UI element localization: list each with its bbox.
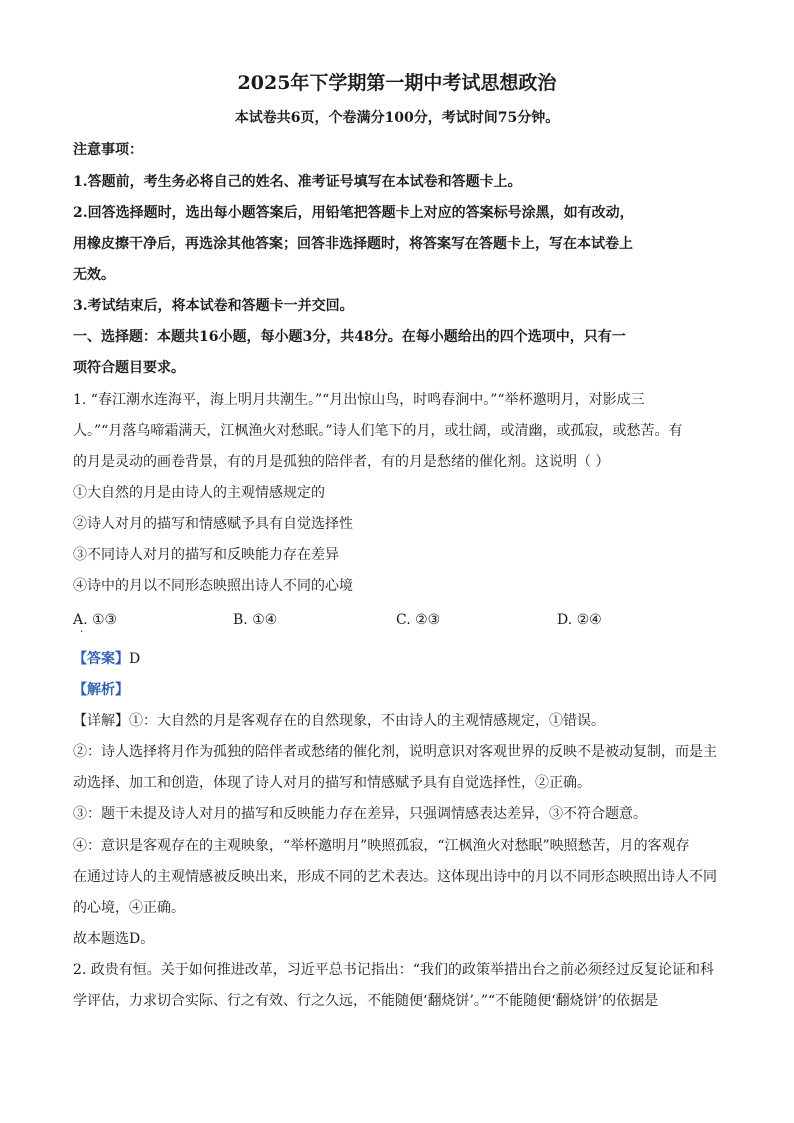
answer-line: 【答案】D — [73, 651, 141, 667]
notice-heading: 注意事项： — [73, 142, 143, 158]
analysis-line: 的心境，④正确。 — [73, 900, 185, 916]
question-2-stem: 2. 政贵有恒。关于如何推进改革，习近平总书记指出：“我们的政策举措出台之前必须经过反复论证和科 — [73, 962, 714, 978]
conclusion-line: 故本题选D。 — [73, 931, 155, 947]
page-subtitle: 本试卷共6页，个卷满分100分，考试时间75分钟。 — [234, 110, 560, 126]
analysis-line: ②：诗人选择将月作为孤独的陪伴者或愁绪的催化剂，说明意识对客观世界的反映不是被动复制，而是主 — [73, 744, 717, 760]
statement-item: ④诗中的月以不同形态映照出诗人不同的心境 — [73, 578, 353, 594]
question-1-stem: 1. “春江潮水连海平，海上明月共潮生。”“月出惊山鸟，时鸣春涧中。”“举杯邀明月，对影成三 — [73, 392, 645, 408]
notice-line: 用橡皮擦干净后，再选涂其他答案；回答非选择题时，将答案写在答题卡上，写在本试卷上 — [73, 236, 633, 252]
analysis-line: 【详解】①：大自然的月是客观存在的自然现象，不由诗人的主观情感规定，①错误。 — [73, 713, 605, 729]
notice-line: 1.答题前，考生务必将自己的姓名、准考证号填写在本试卷和答题卡上。 — [73, 174, 522, 190]
detail-tag: 详解 — [87, 713, 115, 729]
notice-line: 2.回答选择题时，选出每小题答案后，用铅笔把答题卡上对应的答案标号涂黑，如有改动， — [73, 205, 634, 221]
option-b: B. ①④ — [233, 612, 278, 628]
question-1-stem: 人。”“月落乌啼霜满天，江枫渔火对愁眠。”诗人们笔下的月，或壮阔，或清幽，或孤寂，或愁苦。有 — [73, 423, 683, 439]
analysis-line: 动选择、加工和创造，体现了诗人对月的描写和情感赋予具有自觉选择性，②正确。 — [73, 775, 591, 791]
stray-dot: · — [80, 627, 84, 638]
question-1-stem: 的月是灵动的画卷背景，有的月是孤独的陪伴者，有的月是愁绪的催化剂。这说明（ ） — [73, 454, 610, 470]
analysis-line: ④：意识是客观存在的主观映象，“举杯邀明月”映照孤寂，“江枫渔火对愁眠”映照愁苦，月的客观存 — [73, 838, 690, 854]
answer-value: D — [129, 651, 141, 667]
page-title: 2025年下学期第一期中考试思想政治 — [237, 72, 557, 94]
option-c: C. ②③ — [396, 612, 441, 628]
answer-tag: 答案 — [87, 651, 115, 667]
statement-item: ③不同诗人对月的描写和反映能力存在差异 — [73, 547, 339, 563]
analysis-tag: 解析 — [87, 682, 115, 698]
statement-item: ②诗人对月的描写和情感赋予具有自觉选择性 — [73, 516, 353, 532]
notice-line: 无效。 — [73, 267, 115, 283]
notice-line: 3.考试结束后，将本试卷和答题卡一并交回。 — [73, 298, 354, 314]
analysis-line: ③：题干未提及诗人对月的描写和反映能力存在差异，只强调情感表达差异，③不符合题意。 — [73, 806, 647, 822]
analysis-line: 在通过诗人的主观情感被反映出来，形成不同的艺术表达。这体现出诗中的月以不同形态映照出诗人不同 — [73, 869, 717, 885]
question-2-stem: 学评估，力求切合实际、行之有效、行之久远，不能随便‘翻烧饼’。”“不能随便‘翻烧饼’的依据是 — [73, 993, 659, 1009]
option-a: A. ①③ — [73, 612, 118, 628]
statement-item: ①大自然的月是由诗人的主观情感规定的 — [73, 485, 325, 501]
section-heading: 一、选择题：本题共16小题，每小题3分，共48分。在每小题给出的四个选项中，只有一 — [73, 329, 626, 345]
analysis-heading: 【解析】 — [73, 682, 129, 698]
section-heading-cont: 项符合题目要求。 — [73, 360, 185, 376]
option-d: D. ②④ — [557, 612, 602, 628]
